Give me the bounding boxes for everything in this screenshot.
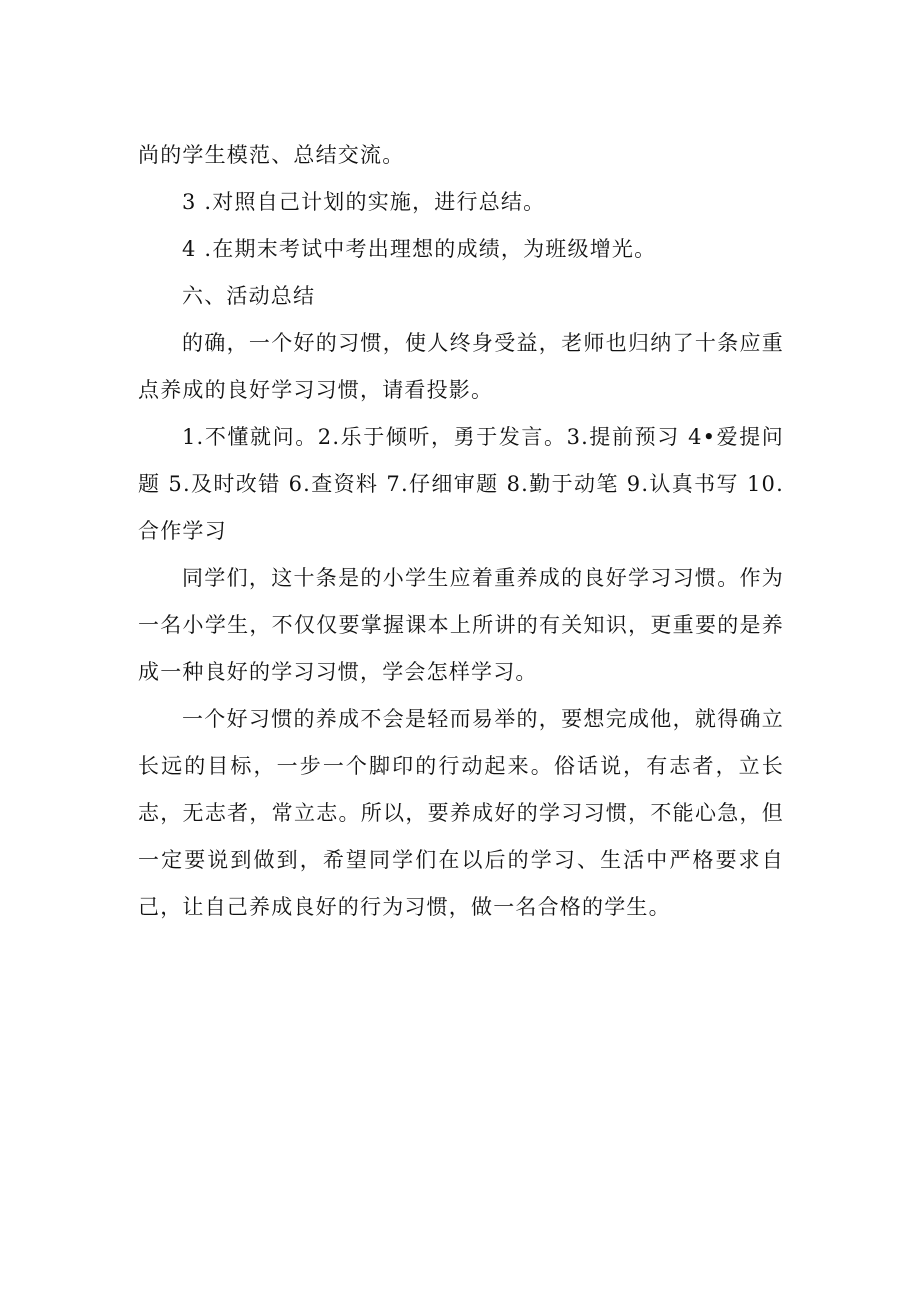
- document-page: [138, 132, 784, 931]
- paragraph-habits-list: 1.不懂就问。2.乐于倾听，勇于发言。3.提前预习 4•爱提问题 5.及时改错 6.查资料 7.仔细审题 8.勤于动笔 9.认真书写 10.合作学习: [138, 425, 784, 543]
- paragraph-intro: 的确，一个好的习惯，使人终身受益，老师也归纳了十条应重点养成的良好学习习惯，请看投影。: [138, 331, 784, 402]
- list-item-4: 4 .在期末考试中考出理想的成绩，为班级增光。: [182, 237, 657, 261]
- section-heading: 六、活动总结: [182, 284, 316, 308]
- list-item-3: 3 .对照自己计划的实施，进行总结。: [182, 190, 546, 214]
- paragraph-conclusion: 一个好习惯的养成不会是轻而易举的，要想完成他，就得确立长远的目标，一步一个脚印的行动起来。俗话说，有志者，立长志，无志者，常立志。所以，要养成好的学习习惯，不能心急，但一定要说到做到，希望同学们在以后的学习、生活中严格要求自己，让自己养成良好的行为习惯，做一名合格的学生。: [138, 707, 784, 919]
- paragraph-continuation: 尚的学生模范、总结交流。: [138, 143, 405, 167]
- paragraph-explanation: 同学们，这十条是的小学生应着重养成的良好学习习惯。作为一名小学生，不仅仅要掌握课本上所讲的有关知识，更重要的是养成一种良好的学习习惯，学会怎样学习。: [138, 566, 784, 684]
